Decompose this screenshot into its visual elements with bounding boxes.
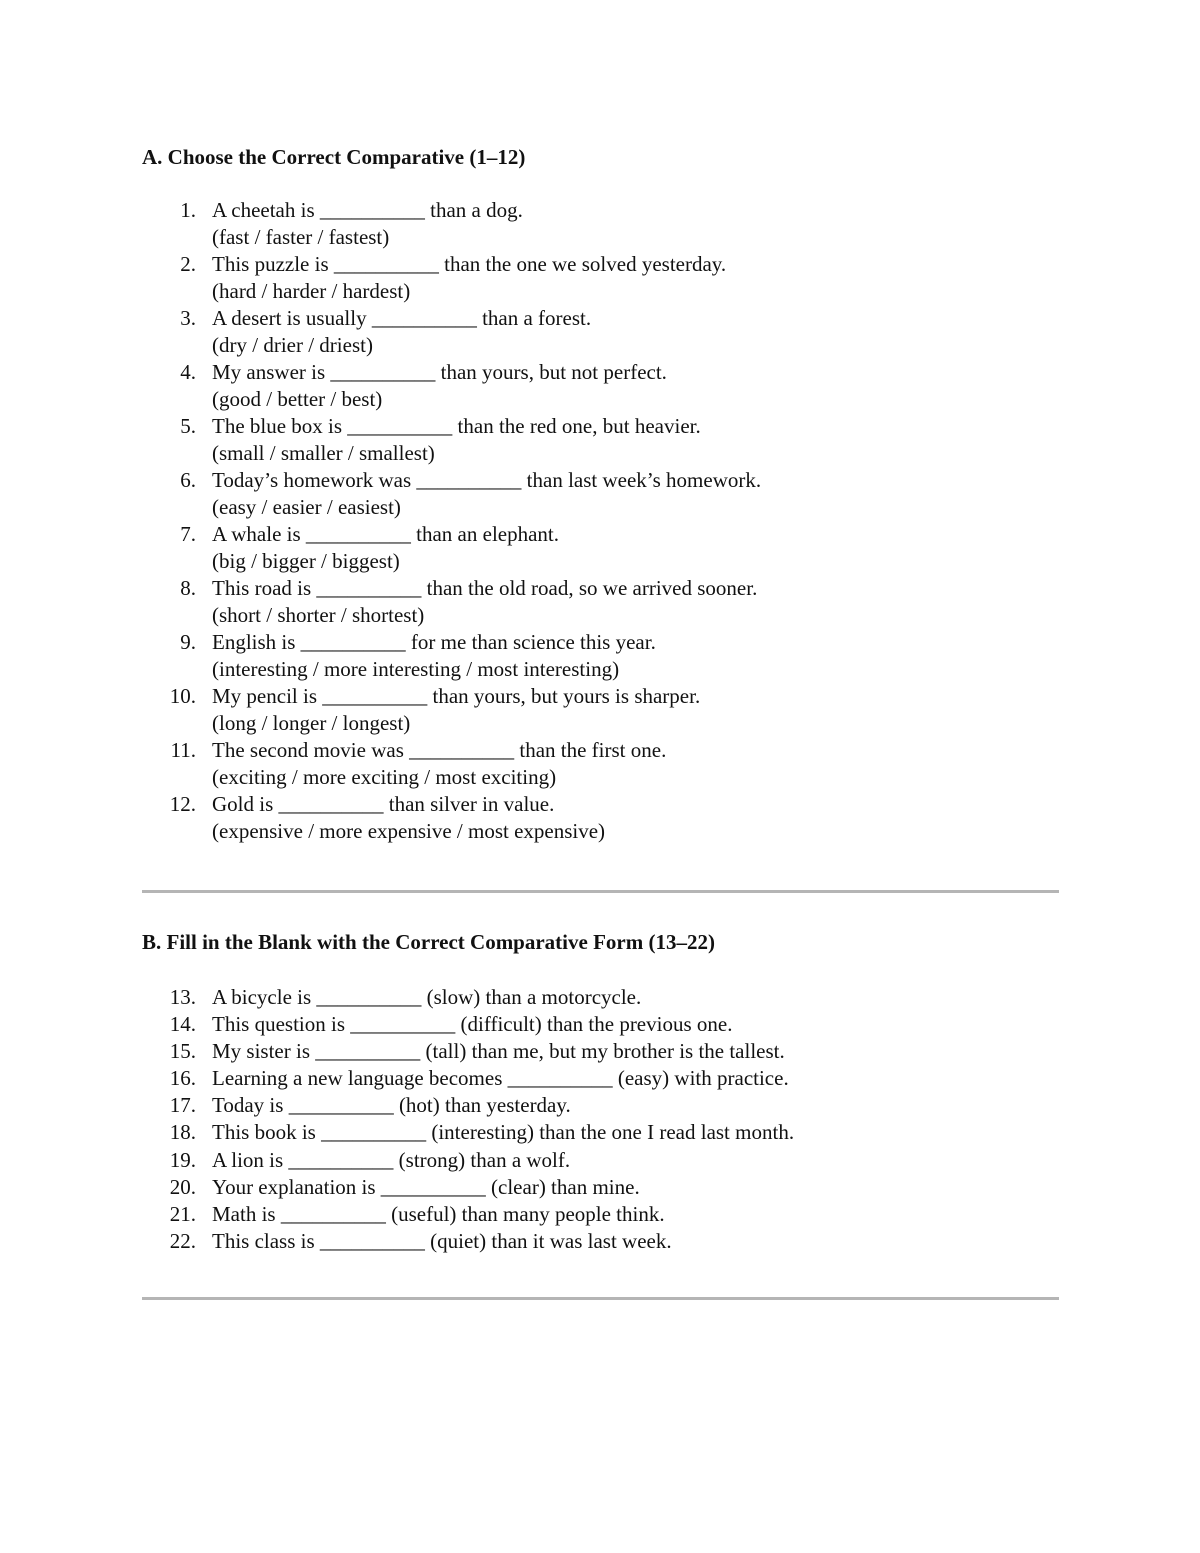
question-number: 10.: [169, 684, 196, 708]
question-2: [0, 251, 761, 305]
section-a-question-list: [0, 197, 761, 845]
question-text: Learning a new language becomes __________ (easy) with practice.: [212, 1066, 789, 1091]
question-8: [0, 575, 761, 629]
question-number: 8.: [180, 576, 196, 600]
question-number: 3.: [180, 306, 196, 330]
question-number: 18.: [169, 1120, 196, 1145]
question-text: This book is __________ (interesting) than the one I read last month.: [212, 1120, 795, 1145]
question-20: [0, 1174, 794, 1201]
question-text: My sister is __________ (tall) than me, but my brother is the tallest.: [212, 1039, 785, 1064]
question-number: 22.: [169, 1228, 196, 1253]
question-number: 16.: [169, 1066, 196, 1091]
question-19: [0, 1147, 794, 1174]
question-3: [0, 305, 761, 359]
question-text: English is __________ for me than science this year.: [212, 630, 656, 654]
question-number: 5.: [180, 414, 196, 438]
question-text: A desert is usually __________ than a forest.: [212, 306, 592, 330]
question-13: [0, 984, 794, 1011]
question-text: This road is __________ than the old road, so we arrived sooner.: [212, 576, 758, 600]
question-15: [0, 1038, 794, 1065]
question-16: [0, 1065, 794, 1092]
question-text: This question is __________ (difficult) than the previous one.: [212, 1012, 733, 1037]
question-number: 17.: [169, 1093, 196, 1118]
question-number: 7.: [180, 522, 196, 546]
question-7: [0, 521, 761, 575]
question-18: [0, 1119, 794, 1146]
question-text: Today’s homework was __________ than last week’s homework.: [212, 468, 762, 492]
question-number: 12.: [169, 792, 196, 816]
question-number: 14.: [169, 1012, 196, 1037]
question-number: 19.: [169, 1147, 196, 1172]
question-number: 21.: [169, 1201, 196, 1226]
question-22: [0, 1228, 794, 1255]
answer-options: (small / smaller / smallest): [212, 441, 435, 465]
question-number: 9.: [180, 630, 196, 654]
answer-options: (fast / faster / fastest): [212, 225, 390, 249]
answer-options: (expensive / more expensive / most expensive): [212, 819, 606, 843]
section-b-heading: B. Fill in the Blank with the Correct Comparative Form (13–22): [142, 930, 715, 954]
question-number: 20.: [169, 1174, 196, 1199]
answer-options: (long / longer / longest): [212, 711, 411, 735]
question-text: Gold is __________ than silver in value.: [212, 792, 555, 816]
question-14: [0, 1011, 794, 1038]
question-text: The second movie was __________ than the first one.: [212, 738, 667, 762]
question-text: Math is __________ (useful) than many people think.: [212, 1201, 665, 1226]
answer-options: (big / bigger / biggest): [212, 549, 400, 573]
answer-options: (exciting / more exciting / most exciting): [212, 765, 557, 789]
question-number: 1.: [180, 198, 196, 222]
answer-options: (hard / harder / hardest): [212, 279, 411, 303]
question-text: A bicycle is __________ (slow) than a motorcycle.: [212, 985, 642, 1009]
question-1: [0, 197, 761, 251]
answer-options: (easy / easier / easiest): [212, 495, 401, 519]
question-number: 4.: [180, 360, 196, 384]
section-divider: [142, 1297, 1059, 1300]
question-text: Today is __________ (hot) than yesterday.: [212, 1093, 571, 1118]
question-5: [0, 413, 761, 467]
question-text: A whale is __________ than an elephant.: [212, 522, 560, 546]
question-11: [0, 737, 761, 791]
question-text: My pencil is __________ than yours, but yours is sharper.: [212, 684, 701, 708]
question-number: 13.: [169, 985, 196, 1009]
question-text: A cheetah is __________ than a dog.: [212, 198, 523, 222]
question-number: 6.: [180, 468, 196, 492]
answer-options: (interesting / more interesting / most interesting): [212, 657, 620, 681]
answer-options: (dry / drier / driest): [212, 333, 373, 357]
question-21: [0, 1201, 794, 1228]
question-17: [0, 1092, 794, 1119]
answer-options: (good / better / best): [212, 387, 383, 411]
section-a-heading: A. Choose the Correct Comparative (1–12): [142, 145, 526, 169]
question-number: 2.: [180, 252, 196, 276]
question-text: The blue box is __________ than the red one, but heavier.: [212, 414, 701, 438]
question-text: Your explanation is __________ (clear) than mine.: [212, 1174, 640, 1199]
question-12: [0, 791, 761, 845]
question-9: [0, 629, 761, 683]
section-divider: [142, 890, 1059, 893]
question-number: 15.: [169, 1039, 196, 1064]
question-text: My answer is __________ than yours, but not perfect.: [212, 360, 667, 384]
question-number: 11.: [170, 738, 196, 762]
question-4: [0, 359, 761, 413]
question-6: [0, 467, 761, 521]
question-10: [0, 683, 761, 737]
question-text: A lion is __________ (strong) than a wolf.: [212, 1147, 571, 1172]
answer-options: (short / shorter / shortest): [212, 603, 425, 627]
question-text: This class is __________ (quiet) than it was last week.: [212, 1228, 672, 1253]
section-b-question-list: [0, 984, 794, 1255]
question-text: This puzzle is __________ than the one we solved yesterday.: [212, 252, 727, 276]
